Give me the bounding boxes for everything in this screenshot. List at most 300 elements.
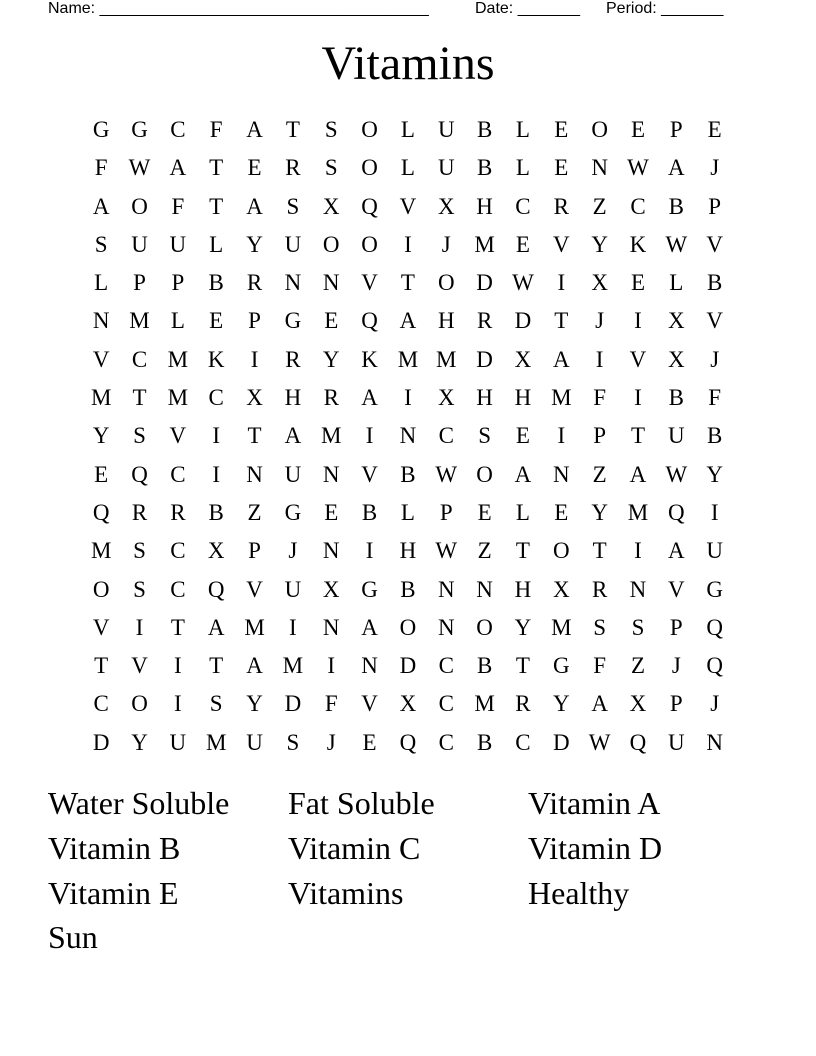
grid-letter: T [94, 653, 109, 679]
grid-letter: D [476, 270, 493, 296]
word-bank-item: Vitamin A [528, 785, 661, 821]
grid-letter: G [361, 576, 378, 602]
grid-letter: N [361, 653, 378, 679]
grid-letter: V [169, 423, 187, 449]
period-field: Period: _______ [606, 0, 724, 17]
grid-letter: J [441, 231, 451, 257]
grid-letter: O [437, 270, 455, 296]
grid-letter: R [323, 385, 339, 411]
grid-row [82, 494, 734, 532]
grid-letter: O [399, 614, 417, 640]
grid-row [82, 264, 734, 302]
grid-letter: E [324, 499, 339, 525]
grid-letter: B [476, 117, 493, 142]
grid-letter: D [552, 729, 570, 755]
grid-row [82, 724, 734, 762]
grid-letter: O [361, 117, 378, 142]
word-bank [48, 781, 768, 960]
grid-letter: V [361, 461, 378, 487]
grid-letter: H [514, 385, 532, 411]
grid-letter: Z [630, 653, 646, 679]
grid-letter: P [669, 117, 683, 142]
grid-letter: E [630, 270, 646, 296]
grid-letter: Q [706, 653, 723, 679]
grid-letter: E [554, 117, 569, 142]
grid-letter: R [170, 499, 186, 525]
grid-letter: S [478, 423, 491, 449]
grid-letter: G [131, 117, 148, 142]
grid-letter: P [133, 270, 146, 296]
grid-letter: C [93, 691, 109, 717]
grid-letter: X [437, 193, 455, 219]
grid-letter: M [167, 346, 189, 372]
grid-letter: T [400, 270, 415, 296]
grid-letter: G [706, 576, 723, 602]
grid-letter: L [170, 308, 185, 334]
grid-letter: I [212, 461, 221, 487]
grid-letter: A [361, 614, 378, 640]
grid-letter: S [286, 729, 300, 755]
grid-letter: U [437, 117, 455, 142]
grid-letter: C [170, 538, 186, 564]
grid-letter: P [248, 308, 261, 334]
grid-letter: X [437, 385, 455, 411]
grid-letter: U [284, 576, 302, 602]
word-bank-item: Vitamin B [48, 829, 181, 866]
grid-letter: O [361, 155, 378, 181]
grid-letter: S [631, 614, 645, 640]
grid-letter: U [668, 729, 685, 755]
grid-letter: B [400, 461, 416, 487]
grid-letter: C [515, 193, 531, 219]
grid-letter: B [208, 499, 224, 525]
grid-letter: A [668, 155, 685, 181]
grid-letter: M [167, 385, 189, 411]
grid-letter: L [209, 231, 224, 257]
grid-letter: N [322, 270, 340, 296]
grid-letter: R [131, 499, 148, 525]
grid-row [82, 685, 734, 723]
grid-letter: Y [591, 499, 608, 525]
grid-letter: Q [131, 461, 148, 487]
grid-letter: N [437, 614, 455, 640]
grid-letter: N [629, 576, 647, 602]
grid-letter: E [515, 231, 530, 257]
grid-row [82, 456, 734, 494]
grid-letter: W [588, 729, 611, 755]
grid-letter: A [399, 308, 417, 334]
grid-letter: B [476, 653, 493, 679]
grid-letter: F [94, 155, 108, 181]
grid-letter: K [629, 231, 647, 257]
grid-letter: F [209, 117, 223, 142]
grid-letter: M [90, 538, 112, 564]
word-bank-item: Vitamin E [48, 874, 179, 911]
grid-letter: N [246, 461, 263, 487]
grid-letter: C [208, 385, 224, 411]
grid-letter: F [171, 193, 185, 219]
grid-letter: X [207, 538, 225, 564]
grid-letter: V [552, 231, 570, 257]
grid-letter: T [285, 117, 300, 142]
grid-letter: I [327, 653, 336, 679]
grid-letter: N [322, 538, 340, 564]
grid-letter: N [322, 614, 340, 640]
grid-letter: S [133, 576, 146, 602]
grid-letter: L [515, 117, 530, 142]
grid-letter: Z [477, 538, 492, 564]
grid-row [82, 609, 734, 647]
grid-letter: O [476, 461, 493, 487]
word-search-grid [82, 111, 734, 762]
grid-letter: P [669, 691, 683, 717]
grid-letter: M [321, 423, 342, 449]
grid-letter: W [128, 155, 151, 181]
grid-letter: Q [706, 614, 723, 640]
grid-letter: S [324, 117, 338, 142]
grid-letter: R [285, 155, 301, 181]
grid-letter: X [668, 346, 685, 372]
grid-letter: M [282, 653, 304, 679]
grid-letter: T [132, 385, 147, 411]
grid-letter: A [92, 193, 110, 219]
grid-letter: S [133, 423, 146, 449]
grid-letter: Y [322, 346, 340, 372]
grid-letter: L [400, 117, 415, 142]
grid-letter: J [710, 691, 720, 717]
grid-row [82, 302, 734, 340]
grid-letter: N [706, 729, 723, 755]
grid-letter: C [170, 461, 186, 487]
grid-letter: T [554, 308, 569, 334]
grid-letter: Q [629, 729, 647, 755]
grid-letter: P [248, 538, 261, 564]
grid-row [82, 341, 734, 379]
grid-letter: S [324, 155, 338, 181]
grid-letter: O [92, 576, 110, 602]
grid-letter: J [671, 653, 681, 679]
grid-letter: O [361, 231, 378, 257]
grid-letter: G [284, 308, 302, 334]
grid-letter: K [207, 346, 225, 372]
grid-letter: Y [514, 614, 532, 640]
grid-row [82, 111, 734, 149]
grid-letter: I [404, 385, 412, 411]
grid-letter: V [629, 346, 647, 372]
grid-letter: A [552, 346, 570, 372]
grid-letter: B [208, 270, 224, 296]
grid-letter: N [92, 308, 110, 334]
name-field: Name: _____________________________________ [48, 0, 429, 17]
grid-letter: L [515, 499, 530, 525]
grid-row [82, 417, 734, 455]
grid-letter: E [362, 729, 377, 755]
grid-letter: E [209, 308, 224, 334]
grid-letter: T [515, 653, 530, 679]
grid-letter: H [476, 193, 493, 219]
grid-row [82, 226, 734, 264]
grid-letter: O [131, 691, 148, 717]
grid-letter: K [361, 346, 378, 372]
grid-letter: I [634, 538, 642, 564]
grid-letter: T [170, 614, 185, 640]
grid-letter: C [131, 346, 148, 372]
grid-letter: M [551, 614, 572, 640]
grid-letter: U [246, 729, 263, 755]
grid-letter: I [289, 614, 297, 640]
grid-letter: B [668, 193, 684, 219]
grid-letter: T [630, 423, 646, 449]
grid-letter: X [399, 691, 417, 717]
grid-letter: E [324, 308, 339, 334]
grid-letter: R [285, 346, 301, 372]
grid-letter: C [630, 193, 646, 219]
grid-letter: P [708, 193, 722, 219]
grid-letter: V [399, 193, 417, 219]
grid-letter: Q [207, 576, 225, 602]
grid-letter: E [554, 499, 569, 525]
grid-letter: V [92, 346, 110, 372]
grid-letter: Y [246, 231, 263, 257]
grid-letter: W [665, 461, 688, 487]
grid-letter: D [514, 308, 532, 334]
grid-letter: X [552, 576, 570, 602]
grid-row [82, 379, 734, 417]
grid-letter: S [133, 538, 146, 564]
grid-letter: I [634, 308, 642, 334]
grid-letter: D [92, 729, 110, 755]
grid-letter: J [710, 155, 720, 181]
grid-letter: Q [399, 729, 417, 755]
grid-letter: C [515, 729, 531, 755]
grid-letter: L [94, 270, 109, 296]
grid-letter: L [400, 499, 415, 525]
grid-letter: I [174, 653, 182, 679]
grid-letter: T [209, 155, 224, 181]
grid-letter: U [169, 729, 187, 755]
grid-letter: E [630, 117, 646, 142]
grid-letter: M [474, 231, 495, 257]
grid-letter: U [437, 155, 455, 181]
grid-letter: Y [131, 729, 148, 755]
grid-letter: L [515, 155, 530, 181]
grid-letter: P [439, 499, 453, 525]
page-title: Vitamins [321, 37, 495, 90]
grid-letter: A [591, 691, 608, 717]
grid-letter: A [284, 423, 302, 449]
grid-letter: F [324, 691, 338, 717]
grid-letter: X [591, 270, 608, 296]
grid-letter: N [284, 270, 302, 296]
grid-letter: A [514, 461, 532, 487]
grid-letter: B [476, 729, 493, 755]
grid-letter: A [629, 461, 647, 487]
grid-letter: N [552, 461, 570, 487]
grid-letter: G [552, 653, 570, 679]
grid-letter: X [668, 308, 685, 334]
grid-letter: Q [668, 499, 685, 525]
grid-letter: I [595, 346, 604, 372]
grid-letter: M [474, 691, 495, 717]
grid-letter: I [557, 423, 566, 449]
word-bank-item: Vitamin D [528, 829, 663, 866]
grid-letter: I [212, 423, 221, 449]
grid-letter: R [246, 270, 263, 296]
grid-letter: D [284, 691, 302, 717]
grid-letter: U [706, 538, 723, 564]
grid-letter: A [361, 385, 378, 411]
grid-letter: M [397, 346, 419, 372]
grid-letter: U [668, 423, 685, 449]
grid-letter: A [207, 614, 225, 640]
grid-letter: F [593, 653, 607, 679]
grid-letter: I [250, 346, 259, 372]
grid-letter: S [94, 231, 108, 257]
grid-letter: S [209, 691, 223, 717]
grid-letter: G [92, 117, 110, 142]
grid-letter: A [246, 117, 263, 142]
grid-letter: V [361, 270, 378, 296]
grid-letter: S [593, 614, 607, 640]
grid-letter: M [244, 614, 265, 640]
grid-letter: B [400, 576, 416, 602]
grid-letter: E [515, 423, 530, 449]
grid-letter: C [170, 576, 186, 602]
grid-letter: O [552, 538, 570, 564]
grid-letter: I [710, 499, 719, 525]
grid-letter: U [131, 231, 148, 257]
grid-letter: E [247, 155, 262, 181]
grid-letter: M [90, 385, 112, 411]
grid-letter: X [514, 346, 532, 372]
grid-letter: J [710, 346, 720, 372]
grid-letter: Y [591, 231, 608, 257]
grid-letter: C [438, 691, 454, 717]
grid-letter: V [706, 231, 723, 257]
grid-letter: V [131, 653, 148, 679]
word-bank-item: Fat Soluble [288, 785, 435, 821]
grid-letter: E [554, 155, 569, 181]
word-bank-item: Vitamins [288, 874, 404, 911]
grid-letter: N [476, 576, 493, 602]
grid-letter: T [209, 193, 224, 219]
grid-letter: W [435, 461, 458, 487]
grid-letter: Z [247, 499, 262, 525]
word-bank-item: Sun [48, 919, 98, 956]
grid-letter: F [708, 385, 722, 411]
grid-letter: Y [552, 691, 570, 717]
grid-letter: B [361, 499, 378, 525]
grid-letter: A [246, 193, 263, 219]
grid-letter: W [665, 231, 688, 257]
grid-letter: D [399, 653, 417, 679]
grid-letter: M [551, 385, 572, 411]
grid-letter: C [438, 729, 454, 755]
grid-letter: X [246, 385, 263, 411]
grid-letter: H [399, 538, 417, 564]
grid-letter: N [437, 576, 455, 602]
grid-letter: C [170, 117, 186, 142]
grid-letter: V [92, 614, 110, 640]
date-field: Date: _______ [475, 0, 580, 17]
grid-letter: S [286, 193, 300, 219]
grid-letter: H [514, 576, 532, 602]
grid-letter: W [512, 270, 534, 296]
grid-letter: P [171, 270, 185, 296]
grid-letter: N [399, 423, 417, 449]
grid-letter: M [627, 499, 649, 525]
grid-letter: C [438, 423, 454, 449]
grid-letter: I [135, 614, 144, 640]
grid-letter: P [669, 614, 683, 640]
grid-letter: Y [92, 423, 110, 449]
grid-letter: M [129, 308, 150, 334]
grid-letter: Q [92, 499, 110, 525]
grid-letter: J [326, 729, 336, 755]
grid-letter: I [174, 691, 182, 717]
grid-letter: I [365, 538, 374, 564]
grid-row [82, 647, 734, 685]
grid-row [82, 571, 734, 609]
grid-letter: V [668, 576, 685, 602]
grid-letter: I [404, 231, 412, 257]
grid-letter: J [288, 538, 298, 564]
grid-letter: X [322, 193, 340, 219]
grid-letter: T [515, 538, 530, 564]
grid-letter: T [592, 538, 607, 564]
grid-letter: R [591, 576, 608, 602]
grid-letter: A [668, 538, 685, 564]
grid-letter: H [437, 308, 455, 334]
grid-row [82, 149, 734, 187]
grid-letter: I [634, 385, 642, 411]
grid-letter: O [591, 117, 608, 142]
grid-letter: X [629, 691, 647, 717]
grid-letter: B [707, 423, 723, 449]
grid-letter: V [361, 691, 378, 717]
grid-letter: L [669, 270, 684, 296]
grid-letter: B [476, 155, 493, 181]
grid-letter: U [284, 461, 302, 487]
grid-letter: O [322, 231, 340, 257]
grid-letter: R [553, 193, 569, 219]
grid-letter: D [476, 346, 493, 372]
grid-letter: B [668, 385, 684, 411]
word-bank-item: Vitamin C [288, 829, 421, 866]
grid-letter: M [205, 729, 227, 755]
grid-letter: N [322, 461, 340, 487]
grid-letter: W [627, 155, 649, 181]
grid-letter: M [436, 346, 457, 372]
grid-letter: N [591, 155, 608, 181]
grid-letter: J [595, 308, 605, 334]
grid-letter: F [593, 385, 607, 411]
grid-letter: Z [592, 461, 607, 487]
grid-letter: C [438, 653, 454, 679]
grid-row [82, 188, 734, 226]
grid-letter: R [515, 691, 531, 717]
student-info-header [48, 0, 748, 20]
grid-letter: B [707, 270, 723, 296]
word-bank-item: Water Soluble [48, 785, 230, 821]
grid-letter: E [94, 461, 109, 487]
grid-letter: Y [246, 691, 263, 717]
grid-letter: Z [592, 193, 607, 219]
grid-letter: E [477, 499, 492, 525]
grid-letter: A [169, 155, 187, 181]
grid-letter: Q [361, 308, 378, 334]
grid-letter: R [476, 308, 493, 334]
